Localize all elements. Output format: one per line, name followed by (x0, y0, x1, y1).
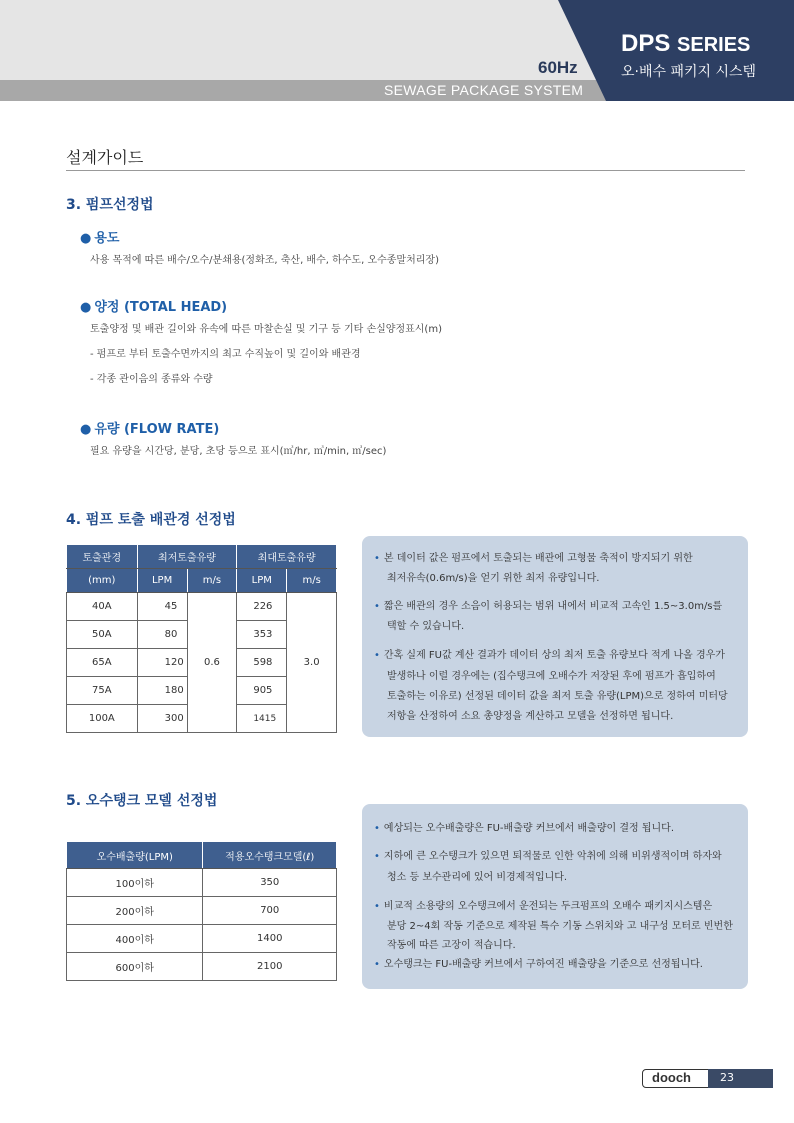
usage-label: 용도 (94, 231, 120, 246)
min-lpm-cell: 300 (137, 705, 187, 733)
note-line: 분당 2~4회 작동 기준으로 제작된 특수 기동 스위치와 고 내구성 모터로 빈번한 (387, 921, 733, 932)
head-line-1: - 펌프로 부터 토출수면까지의 최고 수직높이 및 길이와 배관경 (90, 349, 361, 360)
page-number-box (708, 1069, 773, 1088)
discharge-cell: 200이하 (67, 897, 203, 925)
page-number: 23 (720, 1071, 734, 1084)
section3-title: 3. 펌프선정법 (66, 197, 154, 213)
page-title: 설계가이드 (66, 148, 144, 167)
note-text: 오수탱크는 FU-배출량 커브에서 구하여진 배출량을 기준으로 선정됩니다. (383, 959, 703, 970)
title-divider (66, 170, 745, 171)
note-line: 최저유속(0.6m/s)을 얻기 위한 최저 유량입니다. (387, 573, 600, 584)
max-ms-cell: 3.0 (287, 593, 337, 733)
usage-text: 사용 목적에 따른 배수/오수/분쇄용(정화조, 축산, 배수, 하수도, 오수종말처리장) (90, 255, 439, 266)
th-mm: (mm) (67, 569, 138, 593)
min-lpm-cell: 120 (137, 649, 187, 677)
note-text: 비교적 소용량의 오수탱크에서 운전되는 두크펌프의 오배수 패키지시스템은 (383, 901, 713, 912)
pipe-cell: 100A (67, 705, 138, 733)
min-lpm-cell: 80 (137, 621, 187, 649)
table-row (67, 925, 337, 953)
brand-logo (642, 1069, 710, 1088)
head-heading (80, 296, 227, 315)
th-max-flow: 최대토출유량 (237, 545, 337, 569)
bullet-icon: ● (80, 422, 92, 437)
table-row (67, 953, 337, 981)
discharge-cell: 400이하 (67, 925, 203, 953)
section4-title: 4. 펌프 토출 배관경 선정법 (66, 512, 236, 528)
max-lpm-cell: 598 (237, 649, 287, 677)
head-line-2: - 각종 관이음의 종류와 수량 (90, 374, 213, 385)
model-cell: 2100 (203, 953, 337, 981)
note-line (374, 818, 674, 839)
min-lpm-cell: 45 (137, 593, 187, 621)
header-frequency: 60Hz (538, 58, 578, 77)
flow-heading (80, 418, 219, 437)
section5-notes (362, 804, 748, 989)
note-line (374, 645, 725, 666)
header-series-korean: 오·배수 패키지 시스템 (621, 64, 757, 80)
bullet-icon: • (374, 553, 380, 564)
note-line (374, 954, 703, 975)
usage-heading (80, 227, 119, 246)
model-cell: 350 (203, 869, 337, 897)
note-line: 발생하나 이럴 경우에는 (집수탱크에 오배수가 저장된 후에 펌프가 흡입하여 (387, 671, 716, 682)
note-line (374, 846, 722, 867)
bullet-icon: • (374, 823, 380, 834)
note-line (374, 596, 722, 617)
bullet-icon: ● (80, 300, 92, 315)
max-lpm-cell: 905 (237, 677, 287, 705)
max-lpm-cell: 353 (237, 621, 287, 649)
th-pipe: 토출관경 (67, 545, 138, 569)
table-row (67, 593, 337, 621)
note-line: 택할 수 있습니다. (387, 621, 465, 632)
note-line: 청소 등 보수관리에 있어 비경제적입니다. (387, 872, 568, 883)
discharge-cell: 600이하 (67, 953, 203, 981)
max-lpm-cell: 1415 (237, 705, 287, 733)
th-lpm-max: LPM (237, 569, 287, 593)
note-line (374, 896, 712, 917)
note-text: 지하에 큰 오수탱크가 있으면 퇴적물로 인한 악취에 의해 비위생적이며 하자와 (383, 851, 722, 862)
tank-model-table (66, 841, 337, 981)
th-min-flow: 최저토출유량 (137, 545, 237, 569)
flow-text: 필요 유량을 시간당, 분당, 초당 등으로 표시(㎥/hr, ㎥/min, ㎥/sec) (90, 446, 387, 457)
header-series (621, 30, 750, 58)
pipe-cell: 40A (67, 593, 138, 621)
pipe-cell: 75A (67, 677, 138, 705)
model-cell: 700 (203, 897, 337, 925)
note-text: 예상되는 오수배출량은 FU-배출량 커브에서 배출량이 결정 됩니다. (383, 823, 674, 834)
header-subtitle: SEWAGE PACKAGE SYSTEM (384, 82, 584, 98)
note-text: 본 데이터 값은 펌프에서 토출되는 배관에 고형물 축적이 방지되기 위한 (383, 553, 693, 564)
th-discharge: 오수배출량(LPM) (67, 842, 203, 869)
head-label: 양정 (TOTAL HEAD) (94, 300, 228, 315)
pipe-size-table (66, 544, 337, 733)
section4-notes (362, 536, 748, 737)
header-series-main: DPS (621, 30, 671, 57)
th-ms-max: m/s (287, 569, 337, 593)
section5-title: 5. 오수탱크 모델 선정법 (66, 793, 218, 809)
note-line (374, 548, 693, 569)
bullet-icon: • (374, 601, 380, 612)
header-series-word: SERIES (677, 34, 751, 56)
bullet-icon: • (374, 650, 380, 661)
pipe-cell: 50A (67, 621, 138, 649)
th-lpm-min: LPM (137, 569, 187, 593)
bullet-icon: • (374, 851, 380, 862)
bullet-icon: • (374, 901, 380, 912)
table-row (67, 869, 337, 897)
head-text: 토출양정 및 배관 길이와 유속에 따른 마찰손실 및 기구 등 기타 손실양정표시(m) (90, 324, 442, 335)
discharge-cell: 100이하 (67, 869, 203, 897)
bullet-icon: ● (80, 231, 92, 246)
note-line: 저항을 산정하여 소요 총양정을 계산하고 모델을 선정하면 됩니다. (387, 711, 674, 722)
note-text: 간혹 실제 FU값 계산 결과가 데이터 상의 최저 토출 유량보다 적게 나올 경우가 (383, 650, 725, 661)
table-row (67, 897, 337, 925)
flow-label: 유량 (FLOW RATE) (94, 422, 220, 437)
brand-logo-text: dooch (652, 1070, 691, 1085)
note-text: 짧은 배관의 경우 소음이 허용되는 범위 내에서 비교적 고속인 1.5~3.0m/s를 (383, 601, 723, 612)
model-cell: 1400 (203, 925, 337, 953)
note-line: 토출하는 이유로) 선정된 데이터 값을 최저 토출 유량(LPM)으로 정하여 미터당 (387, 691, 728, 702)
min-ms-cell: 0.6 (187, 593, 237, 733)
note-line: 작동에 따른 고장이 적습니다. (387, 940, 516, 951)
pipe-cell: 65A (67, 649, 138, 677)
min-lpm-cell: 180 (137, 677, 187, 705)
th-ms-min: m/s (187, 569, 237, 593)
th-tank-model: 적용오수탱크모델(ℓ) (203, 842, 337, 869)
max-lpm-cell: 226 (237, 593, 287, 621)
bullet-icon: • (374, 959, 380, 970)
